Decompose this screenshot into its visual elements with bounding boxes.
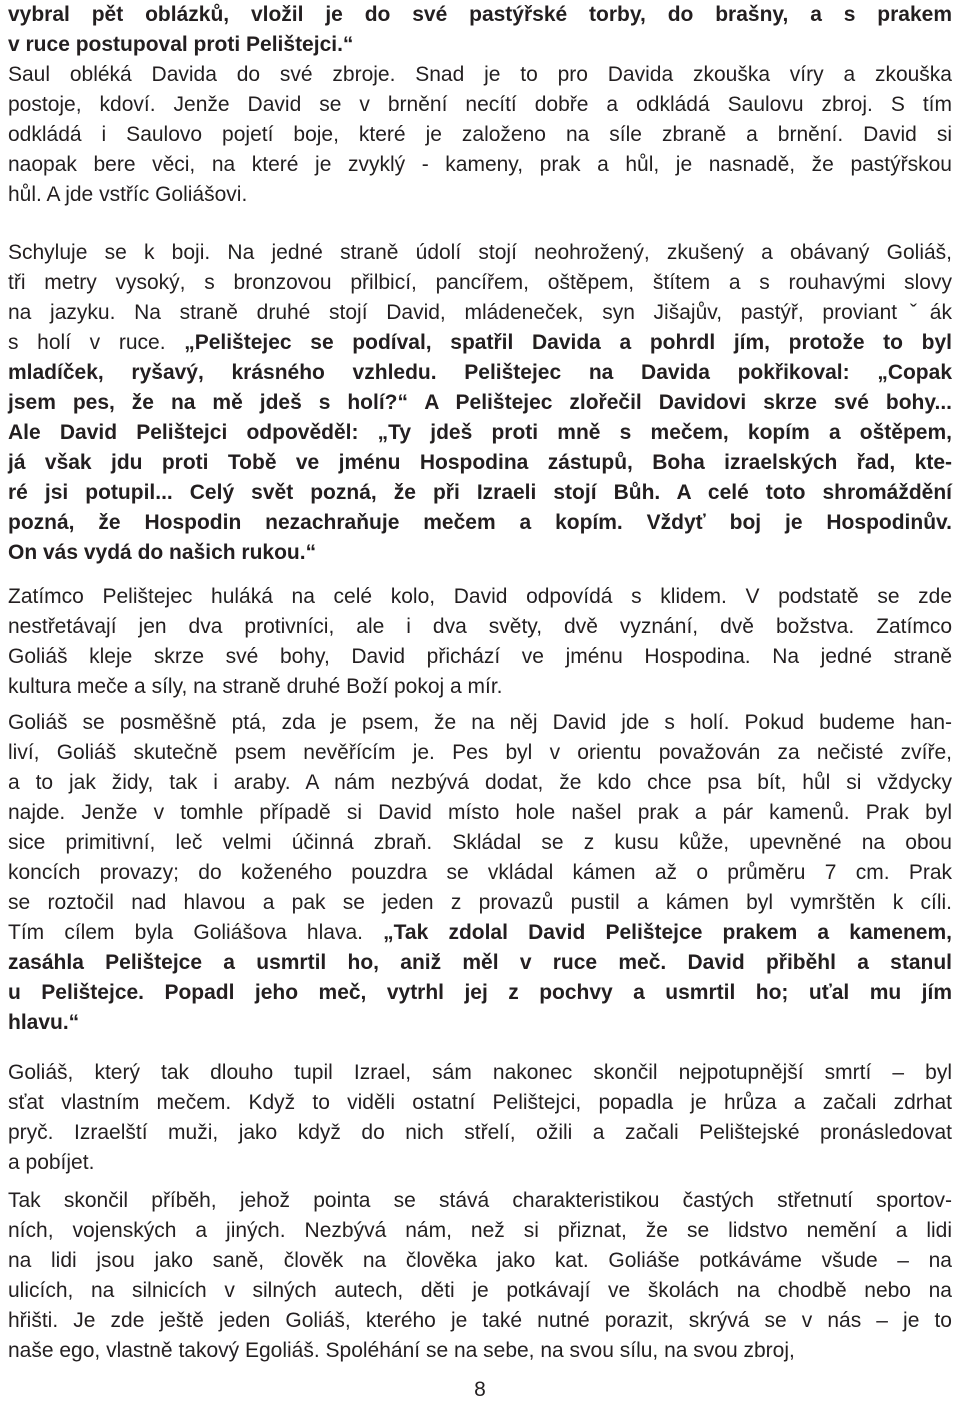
- body-text: naopak bere věci, na které je zvyklý - kameny, prak a hůl, je nasnadě, že pastýřskou: [8, 153, 952, 176]
- body-text: odkládá i Saulovo pojetí boje, které je založeno na síle zbraně a brnění. David si: [8, 123, 952, 146]
- text-line: [8, 1008, 952, 1038]
- text-line: [8, 478, 952, 508]
- text-line: [8, 672, 952, 702]
- body-text: naše ego, vlastně takový Egoliáš. Spoléhání se na sebe, na svou sílu, na svou zbroj,: [8, 1339, 795, 1362]
- text-line: [8, 238, 952, 268]
- bold-quote-text: vybral pět oblázků, vložil je do své pastýřské torby, do brašny, a s prakem: [8, 3, 952, 26]
- text-line: [8, 150, 952, 180]
- text-line: [8, 120, 952, 150]
- text-line: [8, 738, 952, 768]
- body-text: na jazyku. Na straně druhé stojí David, mládeneček, syn Jišajův, pastýř, proviantˇák: [8, 301, 952, 324]
- bold-quote-text: On vás vydá do našich rukou.“: [8, 541, 317, 564]
- body-text: Goliáš kleje skrze své bohy, David přichází ve jménu Hospodina. Na jedné straně: [8, 645, 952, 668]
- text-line: [8, 418, 952, 448]
- body-text: nestřetávají jen dva protivníci, ale i dva světy, dvě vyznání, dvě božstva. Zatímco: [8, 615, 952, 638]
- bold-quote-text: u Pelištejce. Popadl jeho meč, vytrhl jej z pochvy a usmrtil ho; uťal mu jím: [8, 981, 952, 1004]
- body-text: najde. Jenže v tomhle případě si David místo hole našel prak a pár kamenů. Prak byl: [8, 801, 952, 824]
- body-text: sťat vlastním mečem. Když to viděli ostatní Pelištejci, popadla je hrůza a začali zdrhat: [8, 1091, 952, 1114]
- bold-quote-text: v ruce postupoval proti Pelištejci.“: [8, 33, 354, 56]
- paragraph-6: [8, 1058, 952, 1178]
- paragraph-3: [8, 238, 952, 568]
- text-line: [8, 1186, 952, 1216]
- body-text: pryč. Izraelští muži, jako když do nich střelí, ožili a začali Pelištejské pronásledovat: [8, 1121, 952, 1144]
- bold-quote-text: Ale David Pelištejci odpověděl: „Ty jdeš proti mně s mečem, kopím a oštěpem,: [8, 421, 952, 444]
- text-line: [8, 798, 952, 828]
- text-line: [8, 918, 952, 948]
- bold-quote-text: ré jsi potupil... Celý svět pozná, že při Izraeli stojí Bůh. A celé toto shromáždění: [8, 481, 952, 504]
- body-text: Tím cílem byla Goliášova hlava.: [8, 921, 384, 944]
- text-line: [8, 358, 952, 388]
- body-text: liví, Goliáš skutečně psem nevěřícím je. Pes byl v orientu považován za nečisté zvíře,: [8, 741, 952, 764]
- bold-quote-text: já však jdu proti Tobě ve jménu Hospodina zástupů, Boha izraelských řad, kte-: [8, 451, 952, 474]
- body-text: ulicích, na silnicích v silných autech, děti je potkávají ve školách na chodbě nebo na: [8, 1279, 952, 1302]
- text-line: [8, 642, 952, 672]
- bold-quote-text: „Tak zdolal David Pelištejce prakem a kamenem,: [383, 921, 952, 944]
- text-line: [8, 888, 952, 918]
- body-text: Schyluje se k boji. Na jedné straně údolí stojí neohrožený, zkušený a obávaný Goliáš,: [8, 241, 952, 264]
- text-line: [8, 768, 952, 798]
- bold-quote-text: „Pelištejec se podíval, spatřil Davida a pohrdl jím, protože to byl: [184, 331, 952, 354]
- text-line: [8, 1216, 952, 1246]
- bold-quote-text: jsem pes, že na mě jdeš s holí?“ A Pelištejec zlořečil Davidovi skrze své bohy...: [8, 391, 952, 414]
- text-line: [8, 268, 952, 298]
- text-line: [8, 1276, 952, 1306]
- body-text: hůl. A jde vstříc Goliášovi.: [8, 183, 248, 206]
- bold-quote-text: hlavu.“: [8, 1011, 80, 1034]
- paragraph-7: [8, 1186, 952, 1366]
- text-line: [8, 0, 952, 30]
- text-line: [8, 448, 952, 478]
- body-text: se roztočil nad hlavou a pak se jeden z provazů pustil a kámen byl vymrštěn k cíli.: [8, 891, 952, 914]
- body-text: a to jak židy, tak i araby. A nám nezbývá dodat, že kdo chce psa bít, hůl si vždycky: [8, 771, 952, 794]
- body-text: kultura meče a síly, na straně druhé Boží pokoj a mír.: [8, 675, 503, 698]
- text-line: [8, 60, 952, 90]
- text-line: [8, 508, 952, 538]
- text-line: [8, 1336, 952, 1366]
- text-line: [8, 858, 952, 888]
- paragraph-1: [8, 0, 952, 60]
- paragraph-5: [8, 708, 952, 1038]
- body-text: koncích provazy; do koženého pouzdra se vkládal kámen až o průměru 7 cm. Prak: [8, 861, 952, 884]
- text-line: [8, 948, 952, 978]
- paragraph-4: [8, 582, 952, 702]
- page-number: 8: [474, 1378, 486, 1401]
- body-text: hřišti. Je zde ještě jeden Goliáš, kterého je také nutné porazit, skrývá se v nás – je to: [8, 1309, 952, 1332]
- text-line: [8, 388, 952, 418]
- body-text: na lidi jsou jako saně, člověk na člověka jako kat. Goliáše potkáváme všude – na: [8, 1249, 952, 1272]
- text-line: [8, 612, 952, 642]
- body-text: Saul obléká Davida do své zbroje. Snad je to pro Davida zkouška víry a zkouška: [8, 63, 952, 86]
- body-text: s holí v ruce.: [8, 331, 185, 354]
- body-text: postoje, kdoví. Jenže David se v brnění necítí dobře a odkládá Saulovu zbroj. S tím: [8, 93, 952, 116]
- bold-quote-text: zasáhla Pelištejce a usmrtil ho, aniž měl v ruce meč. David přiběhl a stanul: [8, 951, 952, 974]
- body-text: Tak skončil příběh, jehož pointa se stává charakteristikou častých střetnutí sportov-: [8, 1189, 952, 1212]
- body-text: Zatímco Pelištejec huláká na celé kolo, David odpovídá s klidem. V podstatě se zde: [8, 585, 952, 608]
- text-line: [8, 1148, 952, 1178]
- body-text: sice primitivní, leč velmi účinná zbraň. Skládal se z kusu kůže, upevněné na obou: [8, 831, 952, 854]
- text-line: [8, 1246, 952, 1276]
- text-line: [8, 582, 952, 612]
- body-text: tři metry vysoký, s bronzovou přilbicí, pancířem, oštěpem, štítem a s rouhavými slovy: [8, 271, 952, 294]
- bold-quote-text: pozná, že Hospodin nezachraňuje mečem a kopím. Vždyť boj je Hospodinův.: [8, 511, 952, 534]
- text-line: [8, 180, 952, 210]
- text-line: [8, 978, 952, 1008]
- text-line: [8, 1088, 952, 1118]
- text-line: [8, 1058, 952, 1088]
- text-line: [8, 1306, 952, 1336]
- paragraph-2: [8, 60, 952, 210]
- bold-quote-text: mladíček, ryšavý, krásného vzhledu. Pelištejec na Davida pokřikoval: „Copak: [8, 361, 952, 384]
- text-line: [8, 298, 952, 328]
- text-line: [8, 1118, 952, 1148]
- text-line: [8, 90, 952, 120]
- body-text: ních, vojenských a jiných. Nezbývá nám, než si přiznat, že se lidstvo nemění a lidi: [8, 1219, 952, 1242]
- body-text: Goliáš se posměšně ptá, zda je psem, že na něj David jde s holí. Pokud budeme han-: [8, 711, 952, 734]
- body-text: a pobíjet.: [8, 1151, 95, 1174]
- body-text: Goliáš, který tak dlouho tupil Izrael, sám nakonec skončil nejpotupnější smrtí – byl: [8, 1061, 952, 1084]
- text-line: [8, 708, 952, 738]
- text-line: [8, 30, 952, 60]
- text-line: [8, 328, 952, 358]
- text-line: [8, 828, 952, 858]
- text-line: [8, 538, 952, 568]
